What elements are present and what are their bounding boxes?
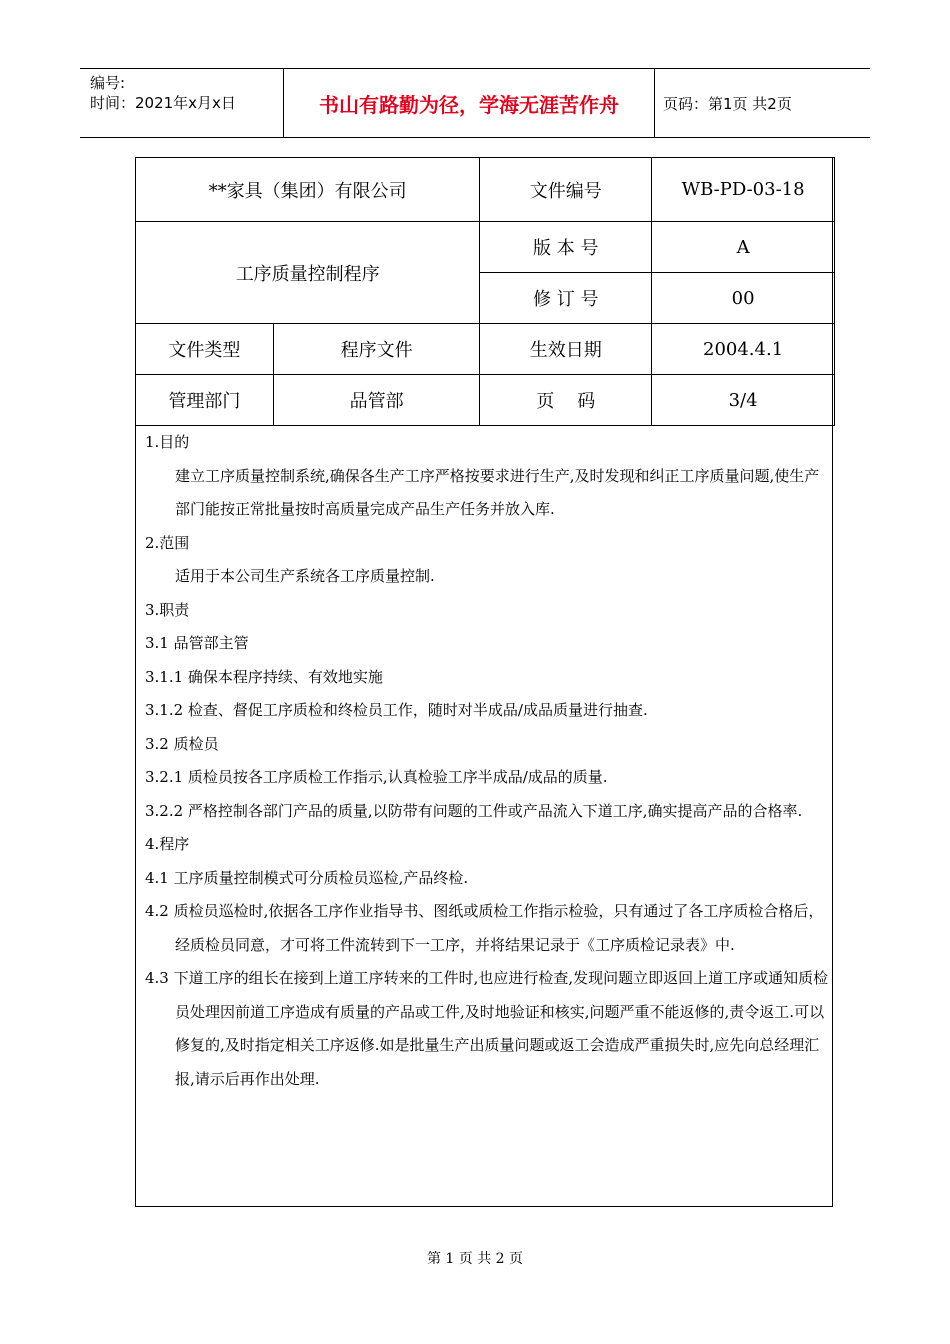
dept-value: 品管部 [273,375,480,426]
list-item: 3.1.2 检查、督促工序质检和终检员工作，随时对半成品/成品质量进行抽查. [145,701,648,719]
document-body [145,426,829,1096]
list-item: 3.1.1 确保本程序持续、有效地实施 [145,667,383,686]
company-name: **家具（集团）有限公司 [136,158,480,222]
list-item: 4.3 下道工序的组长在接到上道工序转来的工件时,也应进行检查,发现问题立即返回上道工序或通知质检员处理因前道工序造成有质量的产品或工件,及时地验证和核实,问题严重不能返修的,责令返工.可以修复的,及时指定相关工序返修.如是批量生产出质量问题或返工会造成严重损失时,应先向总经理汇报,请示后再作出处理. [145,969,829,1088]
page-value: 3/4 [652,375,835,426]
dept-label: 管理部门 [136,375,274,426]
section-heading: 3.职责 [145,600,190,619]
effective-label: 生效日期 [480,324,652,375]
document-frame [135,157,833,1207]
header-motto: 书山有路勤为径，学海无涯苦作舟 [283,69,655,137]
list-item: 4.1 工序质量控制模式可分质检员巡检,产品终检. [145,868,469,887]
page-header [80,68,870,138]
doc-no: WB-PD-03-18 [652,158,835,222]
section-heading: 2.范围 [145,533,190,552]
header-page-info: 页码：第1页 共2页 [663,94,792,113]
version-label: 版 本 号 [480,222,652,273]
section-heading: 4.程序 [145,835,190,853]
effective-date: 2004.4.1 [652,324,835,375]
doc-title: 工序质量控制程序 [136,222,480,324]
list-item: 3.2.2 严格控制各部门产品的质量,以防带有问题的工件或产品流入下道工序,确实提高产品的合格率. [145,801,803,820]
revision-label: 修 订 号 [480,273,652,324]
paragraph: 建立工序质量控制系统,确保各生产工序严格按要求进行生产,及时发现和纠正工序质量问题,使生产部门能按正常批量按时高质量完成产品生产任务并放入库. [175,466,820,518]
header-left [80,69,283,137]
type-value: 程序文件 [273,324,480,375]
section-heading: 1.目的 [145,433,190,451]
doc-no-label: 文件编号 [480,158,652,222]
paragraph: 适用于本公司生产系统各工序质量控制. [175,567,435,585]
page-footer: 第 1 页 共 2 页 [426,1251,524,1267]
time-label: 时间：2021年x月x日 [90,94,236,112]
subsection-heading: 3.2 质检员 [145,734,219,753]
page-label: 页 码 [480,375,652,426]
list-item: 4.2 质检员巡检时,依据各工序作业指导书、图纸或质检工作指示检验，只有通过了各工序质检合格后，经质检员同意，才可将工件流转到下一工序，并将结果记录于《工序质检记录表》中. [145,902,824,954]
version: A [652,222,835,273]
subsection-heading: 3.1 品管部主管 [145,634,249,652]
revision: 00 [652,273,835,324]
type-label: 文件类型 [136,324,274,375]
list-item: 3.2.1 质检员按各工序质检工作指示,认真检验工序半成品/成品的质量. [145,768,608,786]
meta-table [135,157,835,426]
number-label: 编号: [90,74,126,92]
